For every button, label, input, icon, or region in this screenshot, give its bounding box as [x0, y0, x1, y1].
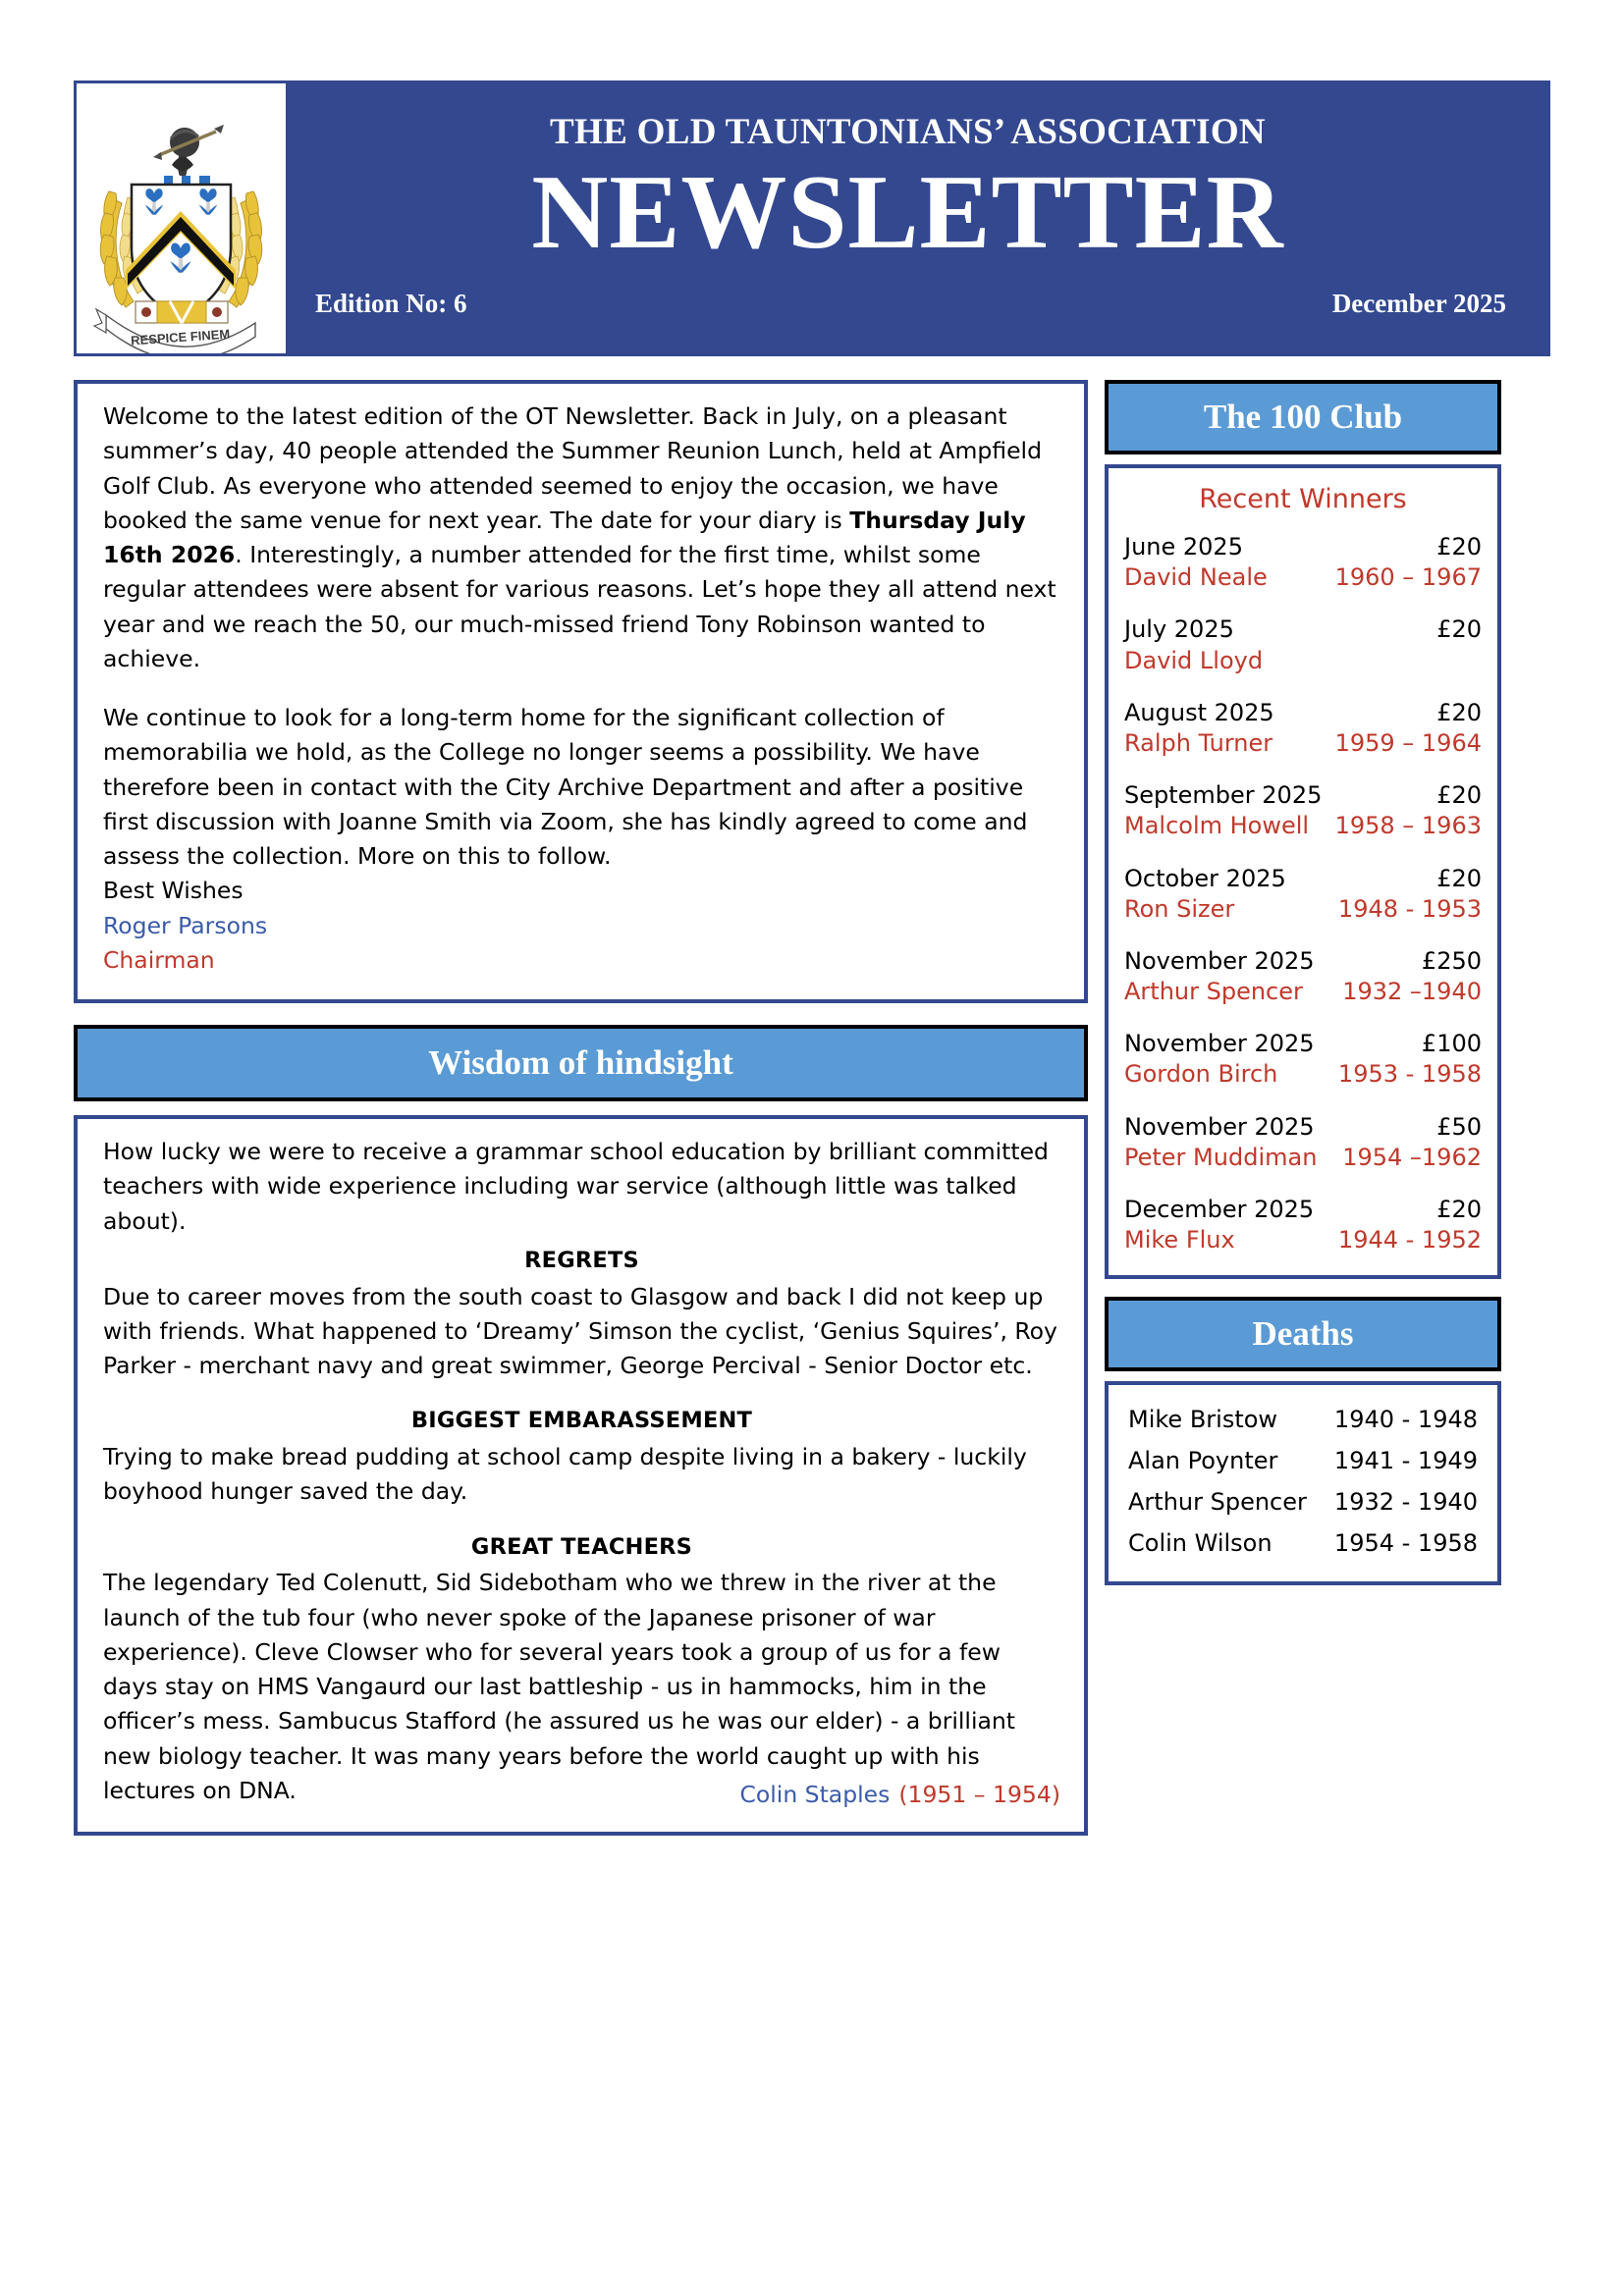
winner-entry [1124, 532, 1482, 593]
winner-prize: £100 [1421, 1030, 1482, 1058]
hindsight-text [103, 1135, 1060, 1812]
intro-signer-name: Roger Parsons [103, 911, 268, 939]
intro-signer-role: Chairman [103, 945, 215, 974]
section-banner-hindsight: Wisdom of hindsight [74, 1025, 1088, 1101]
winner-entry [1124, 864, 1482, 925]
masthead [74, 80, 1550, 356]
death-years: 1932 - 1940 [1333, 1488, 1478, 1517]
winner-entry [1124, 1195, 1482, 1255]
winner-name: Peter Muddiman [1124, 1143, 1318, 1171]
winner-years: 1954 –1962 [1342, 1143, 1482, 1171]
winner-name: Mike Flux [1124, 1226, 1235, 1255]
winner-name-row [1124, 1143, 1482, 1173]
winner-month: June 2025 [1124, 533, 1243, 561]
winner-name: David Lloyd [1124, 646, 1264, 674]
chairman-intro-text [103, 400, 1060, 978]
winner-month-row [1124, 532, 1482, 562]
winner-month: December 2025 [1124, 1196, 1315, 1223]
deaths-panel [1105, 1381, 1501, 1585]
section-banner-deaths: Deaths [1105, 1297, 1501, 1371]
hindsight-regrets-body: Due to career moves from the south coast to Glasgow and back I did not keep up with friends. What happened to ‘Dreamy’ Simson the cyclist, ‘Genius Squires’, Roy Parker - merchant navy and great swimmer, George Percival - Senior Doctor etc. [103, 1282, 1057, 1379]
winner-name: David Neale [1124, 563, 1268, 592]
hindsight-teachers-body: The legendary Ted Colenutt, Sid Sidebotham who we threw in the river at the launch of the tub four (who never spoke of the Japanese prisoner of war experience). Cleve Clowser who for several years took a group of us for a few days stay on HMS Vangaurd our last battleship - us in hammocks, him in the officer’s mess. Sambucus Stafford (he assured us he was our elder) - a brilliant new biology teacher. It was many years before the world caught up with his lectures on DNA. [103, 1569, 1015, 1804]
winner-name-row [1124, 562, 1482, 593]
winner-name-row [1124, 811, 1482, 841]
winner-month-row [1124, 1195, 1482, 1225]
winner-month: September 2025 [1124, 781, 1323, 810]
winner-entry [1124, 946, 1482, 1007]
hindsight-heading-teachers: GREAT TEACHERS [470, 1533, 693, 1560]
intro-p1-part2: . Interestingly, a number attended for the first time, whilst some regular attendees were absent for various reasons. Let’s hope they all attend next year and we reach the 50, our much-missed friend Tony Robinson wanted to achieve. [103, 541, 1056, 672]
winner-name: Malcolm Howell [1124, 812, 1310, 840]
winner-prize: £20 [1436, 615, 1482, 644]
crest-icon [77, 83, 286, 353]
edition-number: Edition No: 6 [315, 289, 467, 319]
hindsight-panel [74, 1115, 1088, 1836]
winner-month-row [1124, 864, 1482, 894]
death-years: 1940 - 1948 [1333, 1406, 1478, 1434]
death-years: 1954 - 1958 [1333, 1529, 1478, 1558]
hindsight-heading-regrets: REGRETS [524, 1247, 639, 1273]
hindsight-heading-embarassement: BIGGEST EMBARASSEMENT [410, 1408, 753, 1434]
winner-name: Gordon Birch [1124, 1060, 1278, 1089]
death-entry [1128, 1440, 1478, 1481]
intro-p1-part1: Welcome to the latest edition of the OT Newsletter. Back in July, on a pleasant summer’s day, 40 people attended the Summer Reunion Lunch, held at Ampfield Golf Club. As everyone who attended seemed to enjoy the occasion, we have booked the same venue for next year. The date for your diary is [103, 402, 1043, 534]
100-club-panel [1105, 464, 1501, 1279]
death-name: Alan Poynter [1128, 1447, 1278, 1475]
association-name: THE OLD TAUNTONIANS’ ASSOCIATION [550, 112, 1266, 152]
winner-prize: £20 [1436, 698, 1482, 726]
recent-winners-title: Recent Winners [1199, 484, 1407, 514]
chairman-intro-panel [74, 380, 1088, 1003]
death-name: Colin Wilson [1128, 1529, 1272, 1558]
winners-list [1124, 532, 1482, 1255]
death-name: Mike Bristow [1128, 1406, 1278, 1434]
content-area [74, 380, 1550, 1836]
winner-prize: £50 [1436, 1112, 1482, 1141]
winner-month: August 2025 [1124, 698, 1274, 726]
winner-month-row [1124, 614, 1482, 645]
winner-entry [1124, 1112, 1482, 1173]
winner-prize: £20 [1436, 533, 1482, 561]
left-column [74, 380, 1088, 1836]
intro-date-highlight: Thursday July 16th 2026 [103, 506, 1026, 568]
winner-years: 1953 - 1958 [1337, 1060, 1482, 1089]
winner-prize: £20 [1436, 781, 1482, 810]
winner-entry [1124, 614, 1482, 675]
winner-years: 1959 – 1964 [1334, 728, 1482, 757]
winner-month: November 2025 [1124, 1112, 1315, 1141]
intro-paragraph-2: We continue to look for a long-term home for the significant collection of memorabilia we hold, as the College no longer seems a possibility. We have therefore been in contact with the City Archive Department and after a positive first discussion with Joanne Smith via Zoom, she has kindly agreed to come and assess the collection. More on this to follow. [103, 704, 1028, 870]
winner-month: July 2025 [1124, 615, 1234, 644]
winner-name-row [1124, 894, 1482, 925]
winner-month: November 2025 [1124, 1030, 1315, 1058]
edition-row [305, 289, 1510, 319]
winner-years: 1944 - 1952 [1337, 1226, 1482, 1255]
masthead-text [286, 83, 1547, 353]
death-entry [1128, 1399, 1478, 1440]
deaths-list [1128, 1399, 1478, 1564]
death-entry [1128, 1481, 1478, 1522]
winner-name-row [1124, 728, 1482, 759]
winner-years: 1958 – 1963 [1334, 812, 1482, 840]
winner-name: Ralph Turner [1124, 728, 1273, 757]
newsletter-title: NEWSLETTER [531, 154, 1284, 271]
winner-month: November 2025 [1124, 946, 1315, 975]
winner-name-row [1124, 977, 1482, 1007]
winner-name-row [1124, 1059, 1482, 1090]
winner-name-row [1124, 1225, 1482, 1255]
winner-entry [1124, 1029, 1482, 1090]
school-crest [77, 83, 286, 353]
death-name: Arthur Spencer [1128, 1488, 1307, 1517]
winner-years: 1932 –1940 [1342, 978, 1482, 1006]
helm-icon [153, 125, 224, 185]
issue-date: December 2025 [1331, 289, 1506, 319]
right-column [1105, 380, 1501, 1585]
winner-month-row [1124, 698, 1482, 728]
section-banner-100-club: The 100 Club [1105, 380, 1501, 454]
winner-name: Ron Sizer [1124, 894, 1235, 923]
winner-years: 1960 – 1967 [1334, 563, 1482, 592]
hindsight-embarassement-body: Trying to make bread pudding at school camp despite living in a bakery - luckily boyhood hunger saved the day. [103, 1443, 1027, 1506]
motto-text: RESPICE FINEM [130, 326, 231, 348]
winner-month-row [1124, 780, 1482, 811]
winner-prize: £20 [1436, 864, 1482, 892]
winner-month: October 2025 [1124, 864, 1286, 892]
winner-name-row [1124, 646, 1482, 676]
winner-years: 1948 - 1953 [1337, 894, 1482, 923]
spacer-2 [103, 1510, 1060, 1525]
winner-entry [1124, 698, 1482, 759]
byline-author: Colin Staples [739, 1781, 891, 1808]
intro-paragraph-1 [103, 400, 1060, 676]
spacer-1 [103, 1383, 1060, 1399]
death-entry [1128, 1522, 1478, 1564]
winner-month-row [1124, 946, 1482, 977]
byline-years: (1951 – 1954) [898, 1781, 1060, 1808]
winner-prize: £250 [1421, 946, 1482, 975]
winner-name: Arthur Spencer [1124, 978, 1303, 1006]
hindsight-opening: How lucky we were to receive a grammar school education by brilliant committed teachers with wide experience including war service (although little was talked about). [103, 1138, 1049, 1235]
winner-prize: £20 [1436, 1196, 1482, 1223]
winner-month-row [1124, 1029, 1482, 1059]
intro-signoff: Best Wishes [103, 877, 244, 905]
death-years: 1941 - 1949 [1333, 1447, 1478, 1475]
winner-entry [1124, 780, 1482, 841]
winner-month-row [1124, 1112, 1482, 1143]
